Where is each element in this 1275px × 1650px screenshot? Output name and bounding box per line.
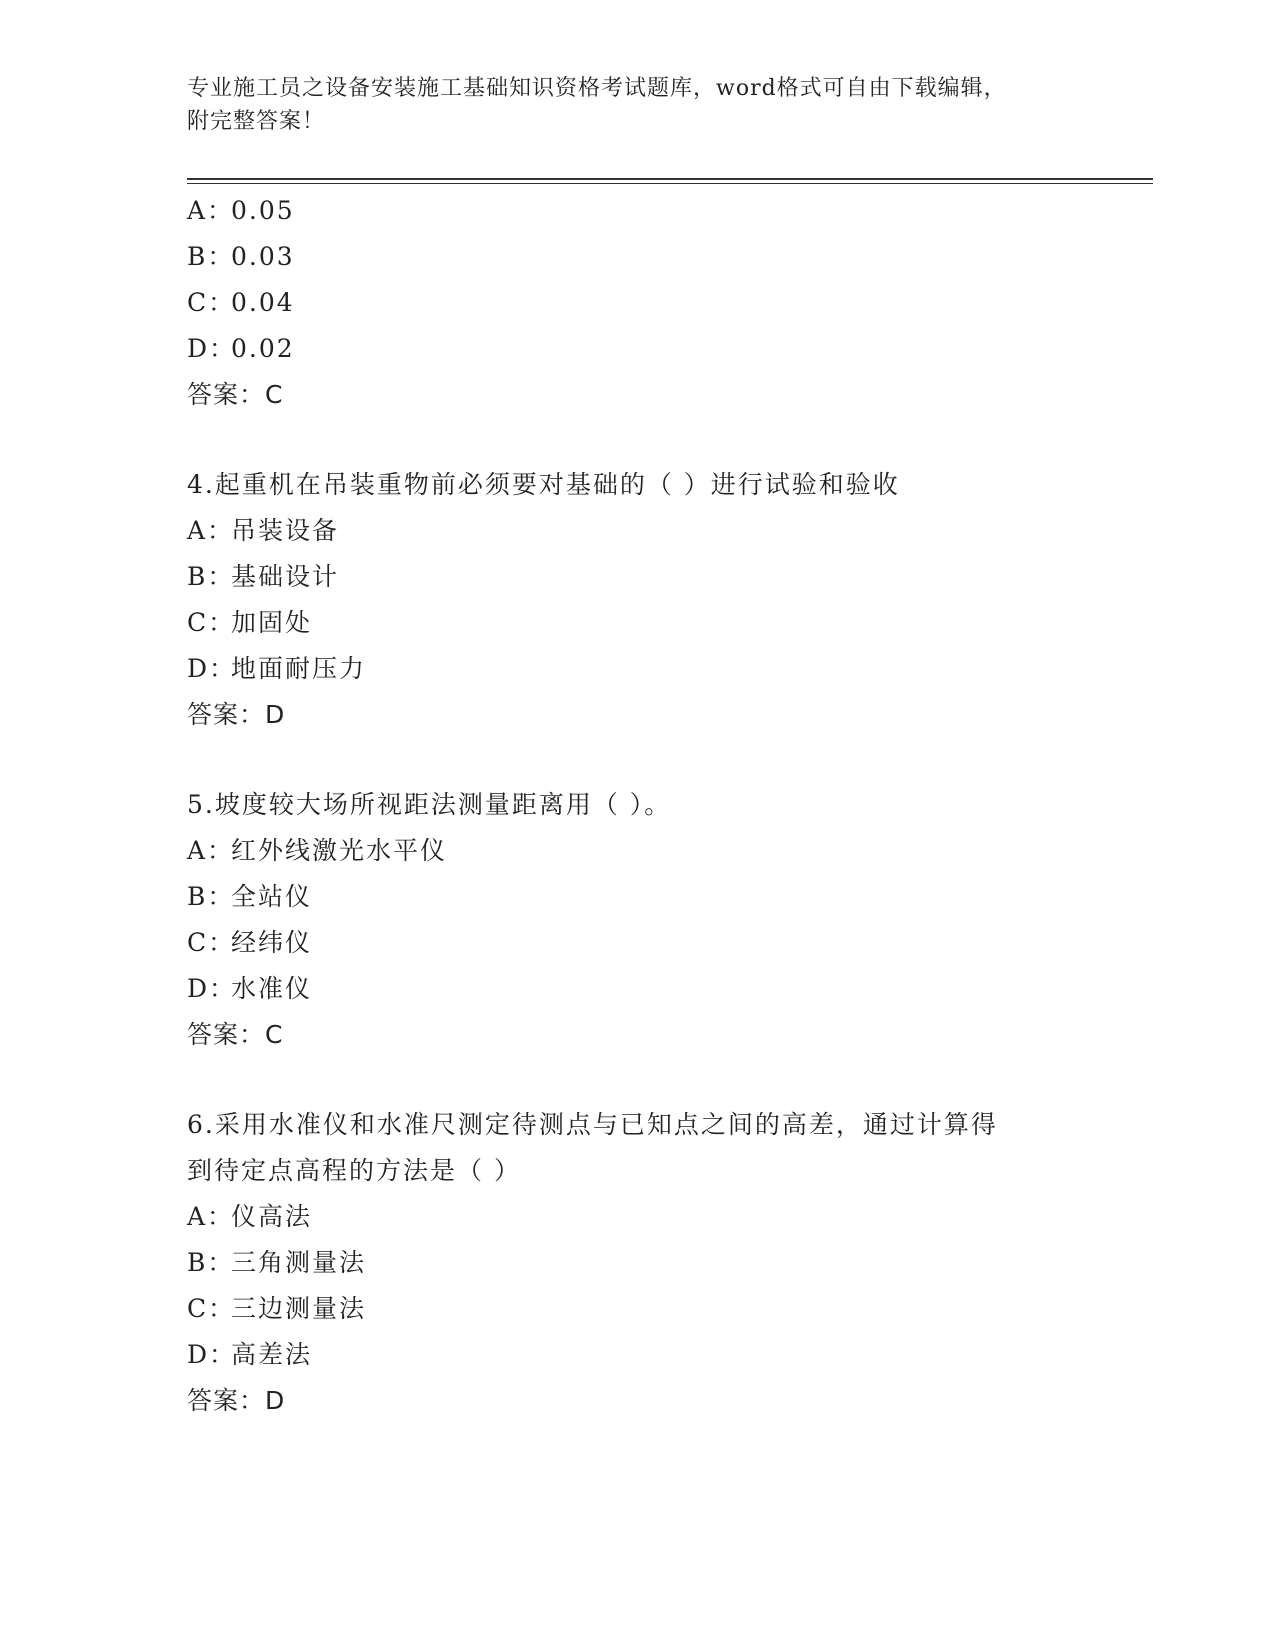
option-text: 水准仪 <box>231 974 313 1003</box>
option-d <box>187 1332 1153 1378</box>
option-key: D： <box>187 334 237 363</box>
option-key: C： <box>187 608 236 637</box>
option-key: B： <box>187 1248 235 1277</box>
question-stem: 5.坡度较大场所视距法测量距离用（ ）。 <box>187 790 672 819</box>
header-divider-thin <box>187 183 1153 184</box>
option-text: 三角测量法 <box>231 1248 367 1277</box>
option-text: 仪高法 <box>231 1202 313 1231</box>
spacer <box>187 1058 1153 1102</box>
option-key: B： <box>187 882 235 911</box>
question-3 <box>187 188 1153 418</box>
answer-line: 答案：D <box>187 700 286 729</box>
option-text: 地面耐压力 <box>231 654 367 683</box>
option-a <box>187 188 1153 234</box>
option-c <box>187 600 1153 646</box>
option-d <box>187 646 1153 692</box>
question-stem: 6.采用水准仪和水准尺测定待测点与已知点之间的高差，通过计算得 <box>187 1110 998 1139</box>
answer-line: 答案：C <box>187 380 284 409</box>
question-stem: 4.起重机在吊装重物前必须要对基础的（ ）进行试验和验收 <box>187 470 900 499</box>
spacer <box>187 738 1153 782</box>
option-text: 0.05 <box>231 196 295 225</box>
option-key: A： <box>187 1202 235 1231</box>
option-a <box>187 828 1153 874</box>
option-b <box>187 1240 1153 1286</box>
option-b <box>187 234 1153 280</box>
question-5 <box>187 782 1153 1058</box>
answer-line: 答案：C <box>187 1020 284 1049</box>
option-b <box>187 554 1153 600</box>
option-text: 全站仪 <box>231 882 313 911</box>
option-key: C： <box>187 928 236 957</box>
option-text: 基础设计 <box>231 562 340 591</box>
answer-line: 答案：D <box>187 1386 286 1415</box>
question-stem-continued: 到待定点高程的方法是（ ） <box>187 1156 521 1185</box>
option-key: C： <box>187 288 236 317</box>
question-4 <box>187 462 1153 738</box>
header-line-2: 附完整答案！ <box>187 109 326 134</box>
option-a <box>187 508 1153 554</box>
option-key: C： <box>187 1294 236 1323</box>
option-text: 高差法 <box>231 1340 313 1369</box>
document-header <box>187 72 1087 138</box>
option-text: 0.04 <box>231 288 295 317</box>
option-key: B： <box>187 562 235 591</box>
option-c <box>187 920 1153 966</box>
option-key: A： <box>187 196 235 225</box>
option-d <box>187 966 1153 1012</box>
question-6 <box>187 1102 1153 1424</box>
option-text: 三边测量法 <box>231 1294 367 1323</box>
option-key: A： <box>187 836 235 865</box>
option-key: A： <box>187 516 235 545</box>
option-text: 经纬仪 <box>231 928 313 957</box>
option-text: 0.02 <box>231 334 295 363</box>
option-key: B： <box>187 242 235 271</box>
question-list <box>187 188 1153 1424</box>
option-key: D： <box>187 1340 237 1369</box>
option-d <box>187 326 1153 372</box>
option-key: D： <box>187 654 237 683</box>
spacer <box>187 418 1153 462</box>
option-c <box>187 1286 1153 1332</box>
option-text: 吊装设备 <box>231 516 340 545</box>
option-text: 0.03 <box>231 242 295 271</box>
option-c <box>187 280 1153 326</box>
option-text: 加固处 <box>231 608 313 637</box>
option-a <box>187 1194 1153 1240</box>
option-b <box>187 874 1153 920</box>
option-text: 红外线激光水平仪 <box>231 836 448 865</box>
header-divider-thick <box>187 178 1153 180</box>
option-key: D： <box>187 974 237 1003</box>
header-line-1: 专业施工员之设备安装施工基础知识资格考试题库，word格式可自由下载编辑， <box>187 76 1007 101</box>
